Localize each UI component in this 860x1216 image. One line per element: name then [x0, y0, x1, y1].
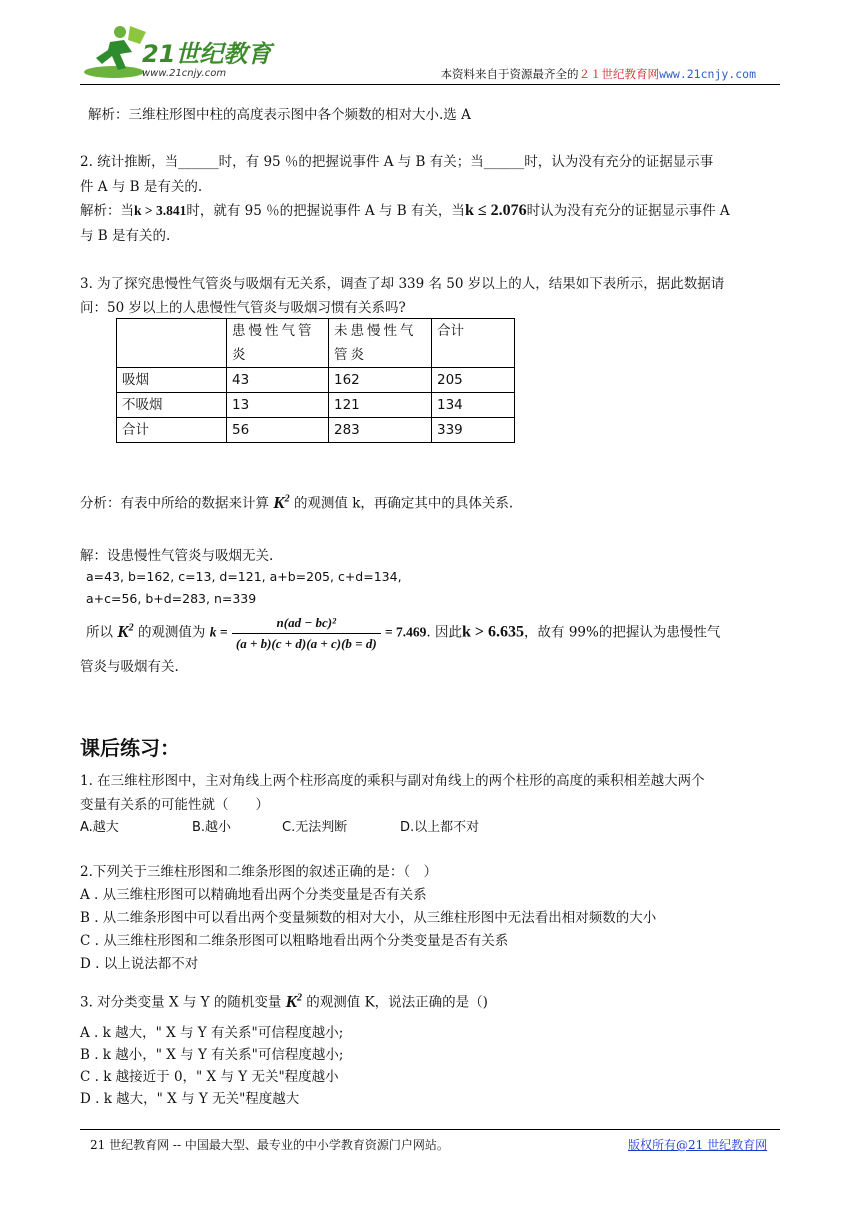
footer-text: 21 世纪教育网 -- 中国最大型、最专业的中小学教育资源门户网站。 [90, 1138, 449, 1152]
solution-line3: a+c=56, b+d=283, n=339 [86, 591, 257, 606]
solution-line2: a=43, b=162, c=13, d=121, a+b=205, c+d=134, [86, 569, 402, 584]
e3-q-b: 的观测值 K，说法正确的是（) [306, 994, 488, 1011]
sol-c: . 因此 [426, 624, 463, 641]
question-2-answer [80, 200, 730, 222]
analysis-b: 的观测值 k，再确定其中的具体关系. [293, 495, 514, 512]
header-note-site[interactable]: ２１世纪教育网 [578, 67, 660, 81]
logo-url: www.21cnjy.com [142, 68, 227, 79]
k-squared: $K^2$ [117, 621, 134, 641]
question-2-line2: 件 A 与 B 是有关的. [80, 179, 203, 195]
solution-line5: 管炎与吸烟有关. [80, 659, 179, 675]
exercises-title: 课后练习： [80, 736, 180, 760]
footer-copyright-link[interactable]: 版权所有@21 世纪教育网 [628, 1138, 768, 1152]
q2-ans-k1: k > 3.841 [134, 203, 187, 218]
table-cell: 339 [432, 418, 515, 443]
exercise-2-option-b: B . 从二维条形图中可以看出两个变量频数的相对大小，从三维柱形图中无法看出相对频数的大小 [80, 910, 657, 926]
k-squared: $K^2$ [273, 492, 290, 512]
option-d: D.以上都不对 [400, 820, 480, 835]
exercise-2-option-d: D . 以上说法都不对 [80, 956, 199, 972]
table-cell: 121 [329, 393, 432, 418]
option-b: B.越小 [192, 820, 232, 835]
question-2-line1: 2. 统计推断，当______时，有 95 ％的把握说事件 A 与 B 有关；当______时，认为没有充分的证据显示事 [80, 154, 714, 170]
exercise-3-option-b: B . k 越小，" X 与 Y 有关系"可信程度越小; [80, 1047, 344, 1063]
table-cell: 205 [432, 368, 515, 393]
analysis-line [80, 488, 513, 515]
formula-rhs: = 7.469 [384, 624, 427, 640]
formula-fraction [232, 613, 381, 654]
sol-k: k > 6.635 [462, 623, 525, 641]
k-squared: $K^2$ [285, 991, 302, 1011]
solution-formula-line [86, 608, 720, 654]
table-header-row [117, 319, 515, 368]
footer-divider [80, 1129, 780, 1130]
exercise-2-option-c: C . 从三维柱形图和二维条形图可以粗略地看出两个分类变量是否有关系 [80, 933, 509, 949]
header-note [441, 66, 756, 82]
option-c: C.无法判断 [282, 820, 348, 835]
table-row [117, 418, 515, 443]
q2-ans-c: 时认为没有充分的证据显示事件 A [526, 203, 730, 219]
table-cell [117, 319, 227, 368]
header-divider [80, 84, 780, 85]
q2-ans-a: 解析：当 [80, 203, 134, 219]
sol-b: 的观测值为 [137, 624, 206, 641]
header-note-prefix: 本资料来自于资源最齐全的 [440, 67, 579, 81]
question-3-line1: 3. 为了探究患慢性气管炎与吸烟有无关系，调查了却 339 名 50 岁以上的人，结果如下表所示，据此数据请 [80, 276, 725, 292]
logo-runner-icon [80, 22, 300, 84]
sol-a: 所以 [86, 624, 113, 641]
formula-lhs: k = [209, 624, 228, 640]
header-note-url[interactable]: www.21cnjy.com [659, 67, 756, 81]
table-cell: 不吸烟 [117, 393, 227, 418]
question-2-answer-line2: 与 B 是有关的. [80, 228, 171, 244]
table-cell: 283 [329, 418, 432, 443]
table-row [117, 393, 515, 418]
analysis-a: 分析：有表中所给的数据来计算 [80, 495, 269, 512]
exercise-3-option-c: C . k 越接近于 0，" X 与 Y 无关"程度越小 [80, 1069, 339, 1085]
option-a: A.越大 [80, 820, 119, 835]
formula-denominator: (a + b)(c + d)(a + c)(b = d) [235, 635, 377, 651]
table-cell: 13 [227, 393, 329, 418]
exercise-3-option-a: A . k 越大，" X 与 Y 有关系"可信程度越小; [80, 1025, 344, 1041]
table-cell: 134 [432, 393, 515, 418]
exercise-1-options [80, 817, 479, 839]
question-3-line2: 问：50 岁以上的人患慢性气管炎与吸烟习惯有关系吗? [80, 300, 406, 316]
site-logo [80, 22, 300, 84]
exercise-1-line1: 1. 在三维柱形图中，主对角线上两个柱形高度的乘积与副对角线上的两个柱形的高度的乘积相差越大两个 [80, 773, 705, 789]
table-cell: 未患慢性气管炎 [329, 319, 432, 368]
q2-ans-b: 时，就有 95 ％的把握说事件 A 与 B 有关，当 [186, 203, 465, 219]
exercise-1-line2: 变量有关系的可能性就（ ） [80, 797, 269, 813]
table-cell: 162 [329, 368, 432, 393]
exercise-3-question [80, 987, 488, 1014]
formula-numerator: n(ad − bc)² [232, 613, 381, 634]
exercise-2-option-a: A . 从三维柱形图可以精确地看出两个分类变量是否有关系 [80, 887, 427, 903]
table-cell: 43 [227, 368, 329, 393]
table-cell: 合计 [432, 319, 515, 368]
solution-line1: 解：设患慢性气管炎与吸烟无关. [80, 548, 274, 564]
e3-q-a: 3. 对分类变量 X 与 Y 的随机变量 [80, 994, 282, 1011]
table-cell: 患慢性气管炎 [227, 319, 329, 368]
answer-p1: 解析：三维柱形图中柱的高度表示图中各个频数的相对大小.选 A [88, 107, 471, 123]
table-cell: 56 [227, 418, 329, 443]
table-row [117, 368, 515, 393]
table-cell: 合计 [117, 418, 227, 443]
exercise-3-option-d: D . k 越大，" X 与 Y 无关"程度越大 [80, 1091, 300, 1107]
exercise-2-question: 2.下列关于三维柱形图和二维条形图的叙述正确的是：（ ） [80, 864, 438, 880]
smoking-table [116, 318, 515, 443]
q2-ans-k2: k ≤ 2.076 [464, 202, 527, 219]
logo-text: 21世纪教育 [142, 40, 272, 68]
table-cell: 吸烟 [117, 368, 227, 393]
sol-d: ，故有 99%的把握认为患慢性气 [524, 624, 721, 641]
